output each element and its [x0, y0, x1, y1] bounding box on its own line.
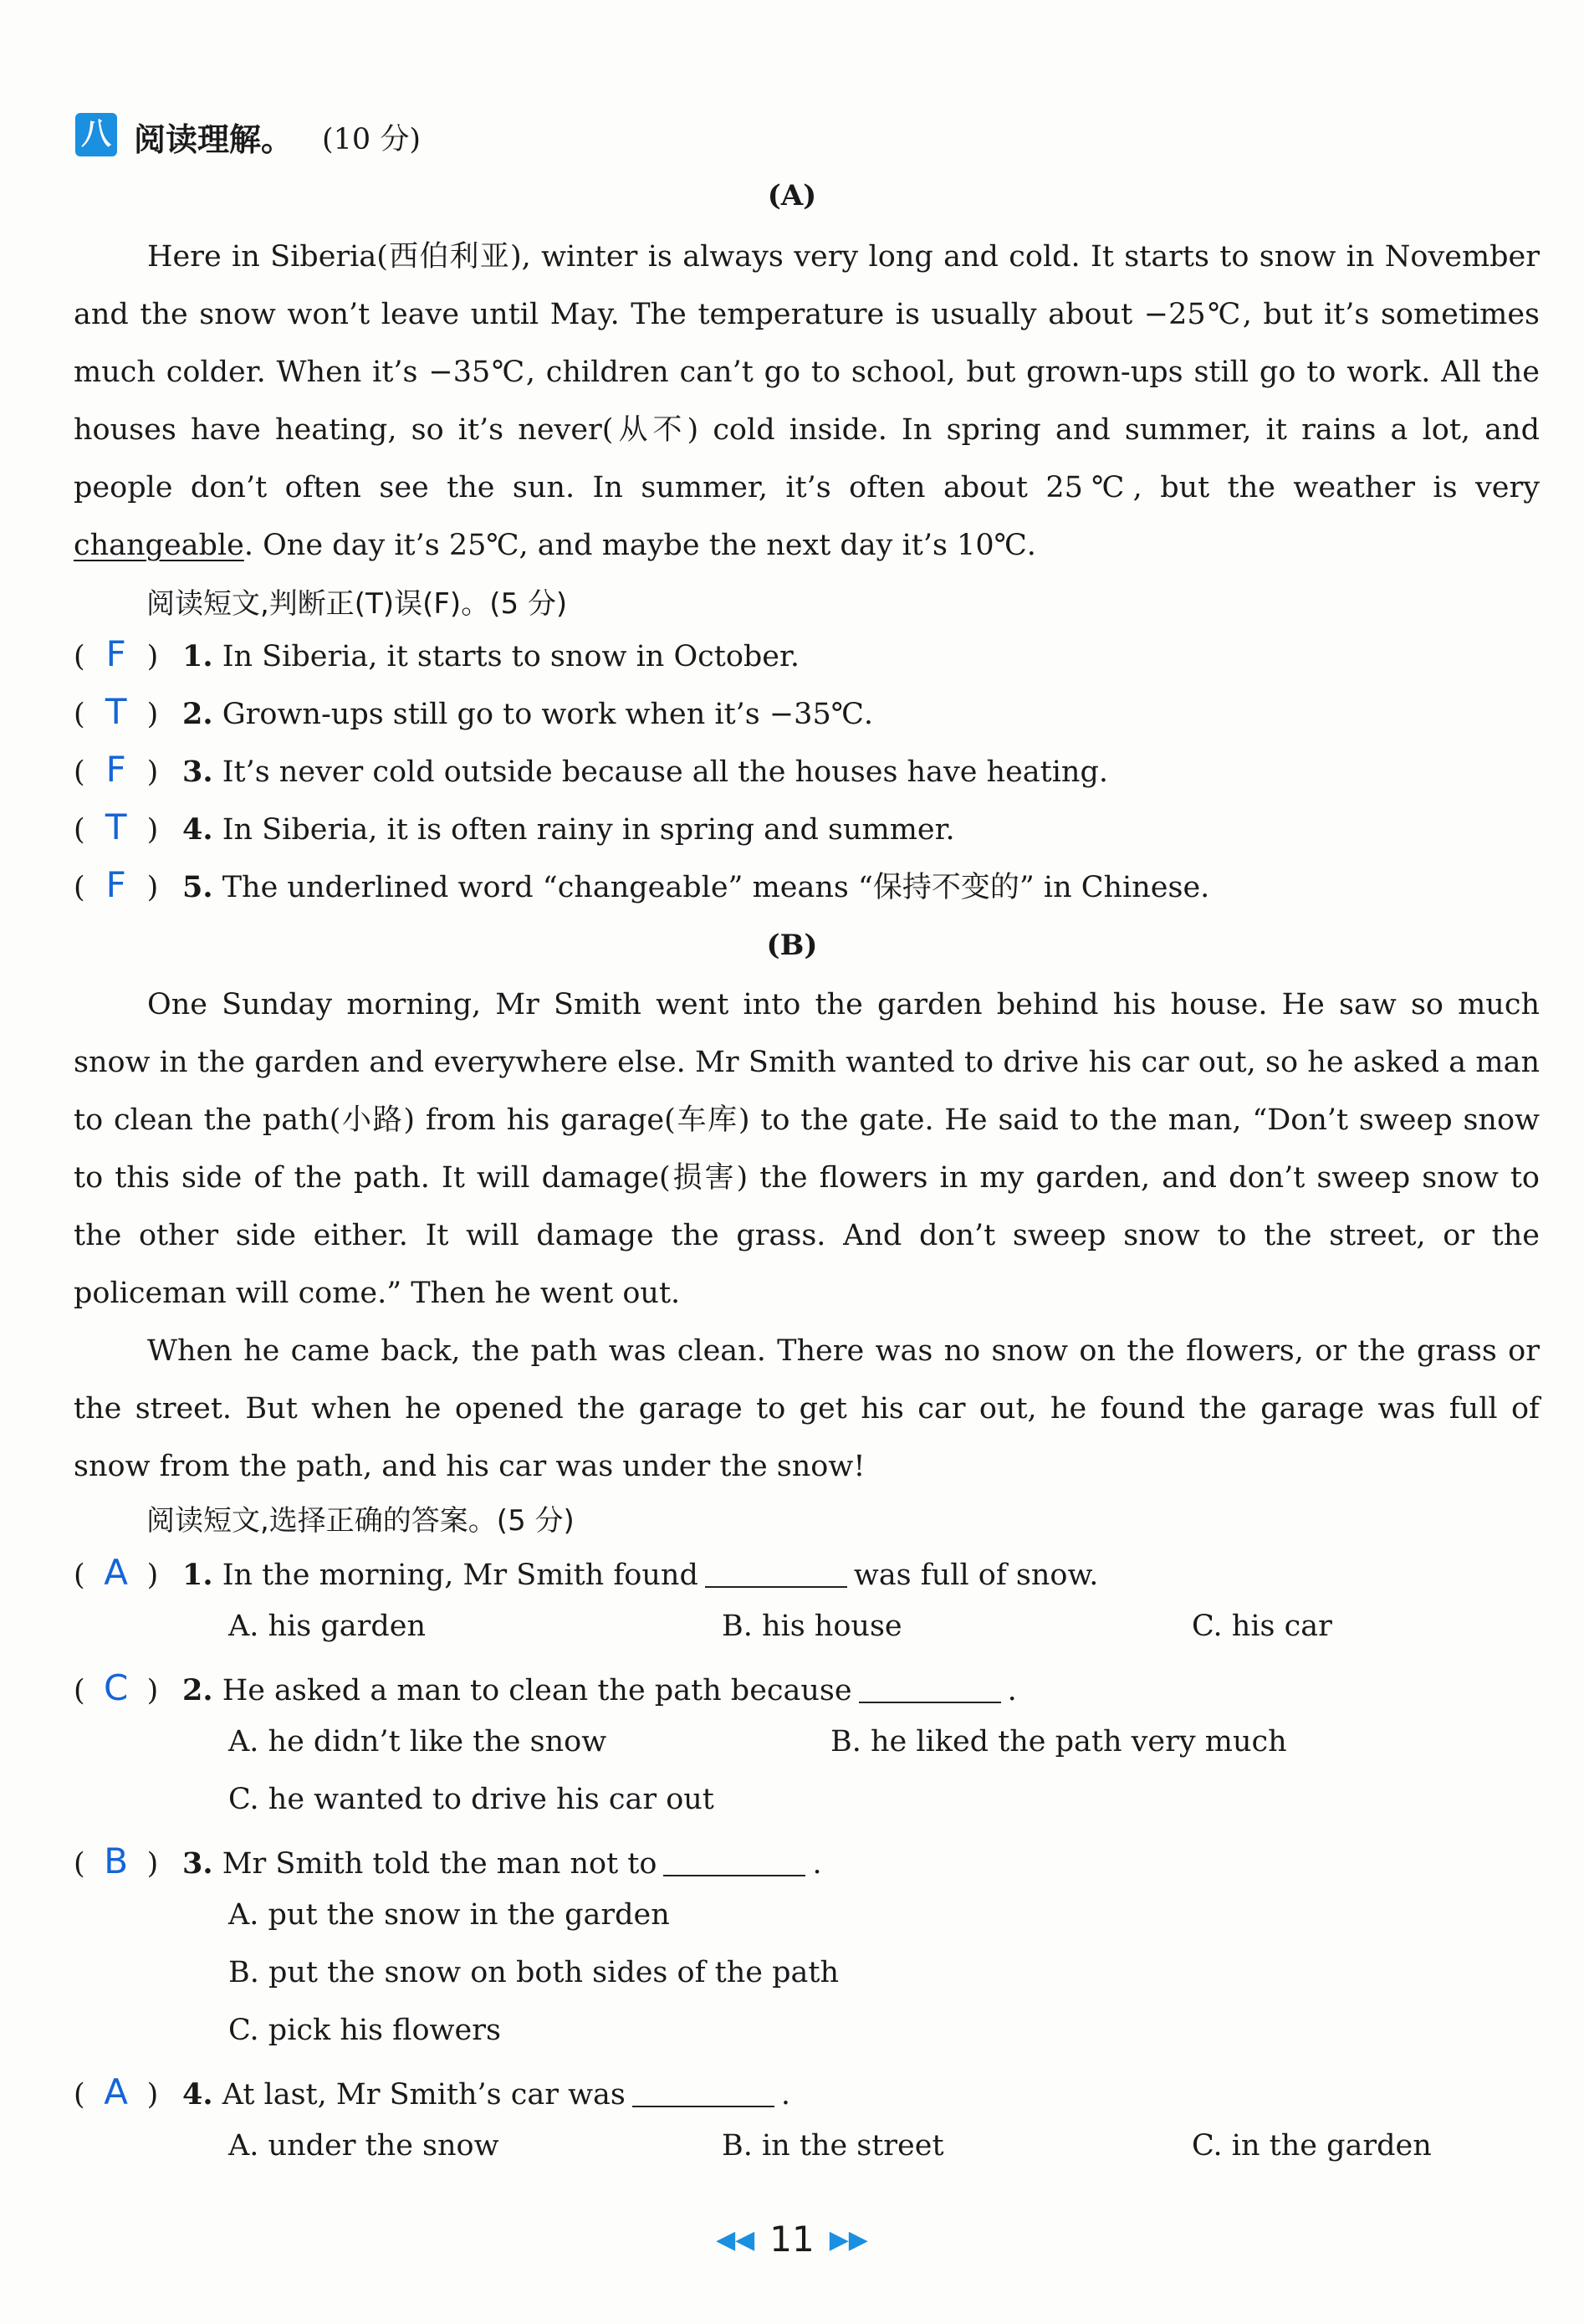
part-a-label: (A)	[767, 179, 817, 212]
option: C. he wanted to drive his car out	[228, 1783, 714, 1816]
option: B. put the snow on both sides of the path	[228, 1956, 839, 1989]
answer-blank	[632, 2081, 774, 2107]
answer-mark: A	[104, 2071, 129, 2112]
option: A. he didn’t like the snow	[228, 1725, 607, 1758]
mc-question: ( A ) 4. At last, Mr Smith’s car was .	[74, 2071, 791, 2112]
option: A. his garden	[228, 1610, 427, 1643]
answer-blank	[705, 1561, 847, 1588]
answer-mark: T	[105, 691, 127, 732]
page-footer	[0, 2219, 1584, 2260]
next-page-icon: ▶▶	[829, 2225, 868, 2255]
part-a-passage: Here in Siberia(西伯利亚), winter is always very long and cold. It starts to snow in November and the snow won’t leave until May. The temperature is usually about −25℃, but it’s sometimes much colder. When it’s −35℃, children can’t go to school, but grown-ups still go to work. All the houses have heating, so it’s never(从不) cold inside. In spring and summer, it rains a lot, and people don’t often see the sun. In summer, it’s often about 25℃, but the weather is very changeable. One day it’s 25℃, and maybe the next day it’s 10℃.	[74, 240, 1540, 562]
part-a-instruction: 阅读短文,判断正(T)误(F)。(5 分)	[146, 587, 568, 621]
mc-question: ( C ) 2. He asked a man to clean the path because .	[74, 1667, 1017, 1708]
part-b-paragraph: One Sunday morning, Mr Smith went into the garden behind his house. He saw so much snow in the garden and everywhere else. Mr Smith wanted to drive his car out, so he asked a man to clean the path(小路) from his garage(车库) to the gate. He said to the man, “Don’t sweep snow to this side of the path. It will damage(损害) the flowers in my garden, and don’t sweep snow to the other side either. It will damage the grass. And don’t sweep snow to the street, or the policeman will come.” Then he went out.	[74, 988, 1540, 1310]
part-b-label: (B)	[766, 929, 818, 962]
option: C. his car	[1192, 1610, 1332, 1643]
part-b-instruction: 阅读短文,选择正确的答案。(5 分)	[146, 1504, 575, 1538]
option: B. in the street	[722, 2129, 944, 2163]
section-points: (10 分)	[322, 123, 421, 156]
answer-mark: C	[103, 1667, 129, 1708]
option: C. in the garden	[1192, 2129, 1432, 2163]
prev-page-icon: ◀◀	[716, 2225, 755, 2255]
option: A. under the snow	[228, 2129, 499, 2163]
tf-question: ( F ) 5. The underlined word “changeable” means “保持不变的” in Chinese.	[74, 864, 1210, 905]
answer-blank	[859, 1676, 1001, 1703]
section-title: 阅读理解。	[134, 121, 294, 158]
option: C. pick his flowers	[228, 2014, 501, 2047]
option: B. he liked the path very much	[830, 1725, 1287, 1758]
answer-mark: B	[104, 1840, 129, 1881]
underlined-word: changeable	[74, 529, 244, 562]
answer-mark: A	[104, 1552, 129, 1593]
mc-question: ( A ) 1. In the morning, Mr Smith found was full of snow.	[74, 1552, 1099, 1593]
page-number: 11	[769, 2219, 815, 2260]
answer-mark: T	[105, 806, 127, 847]
answer-blank	[663, 1850, 805, 1876]
section-number-badge: 八	[75, 113, 117, 156]
answer-mark: F	[105, 633, 126, 674]
tf-question: ( F ) 3. It’s never cold outside because all the houses have heating.	[74, 749, 1109, 790]
tf-question: ( F ) 1. In Siberia, it starts to snow in October.	[74, 633, 800, 674]
part-b-paragraph: When he came back, the path was clean. There was no snow on the flowers, or the grass or the street. But when he opened the garage to get his car out, he found the garage was full of snow from the path, and his car was under the snow!	[74, 1334, 1540, 1483]
option: B. his house	[722, 1610, 902, 1643]
answer-mark: F	[105, 749, 126, 790]
tf-question: ( T ) 4. In Siberia, it is often rainy in spring and summer.	[74, 806, 955, 847]
tf-question: ( T ) 2. Grown-ups still go to work when it’s −35℃.	[74, 691, 873, 732]
option: A. put the snow in the garden	[228, 1898, 670, 1932]
mc-question: ( B ) 3. Mr Smith told the man not to .	[74, 1840, 822, 1881]
answer-mark: F	[105, 864, 126, 905]
